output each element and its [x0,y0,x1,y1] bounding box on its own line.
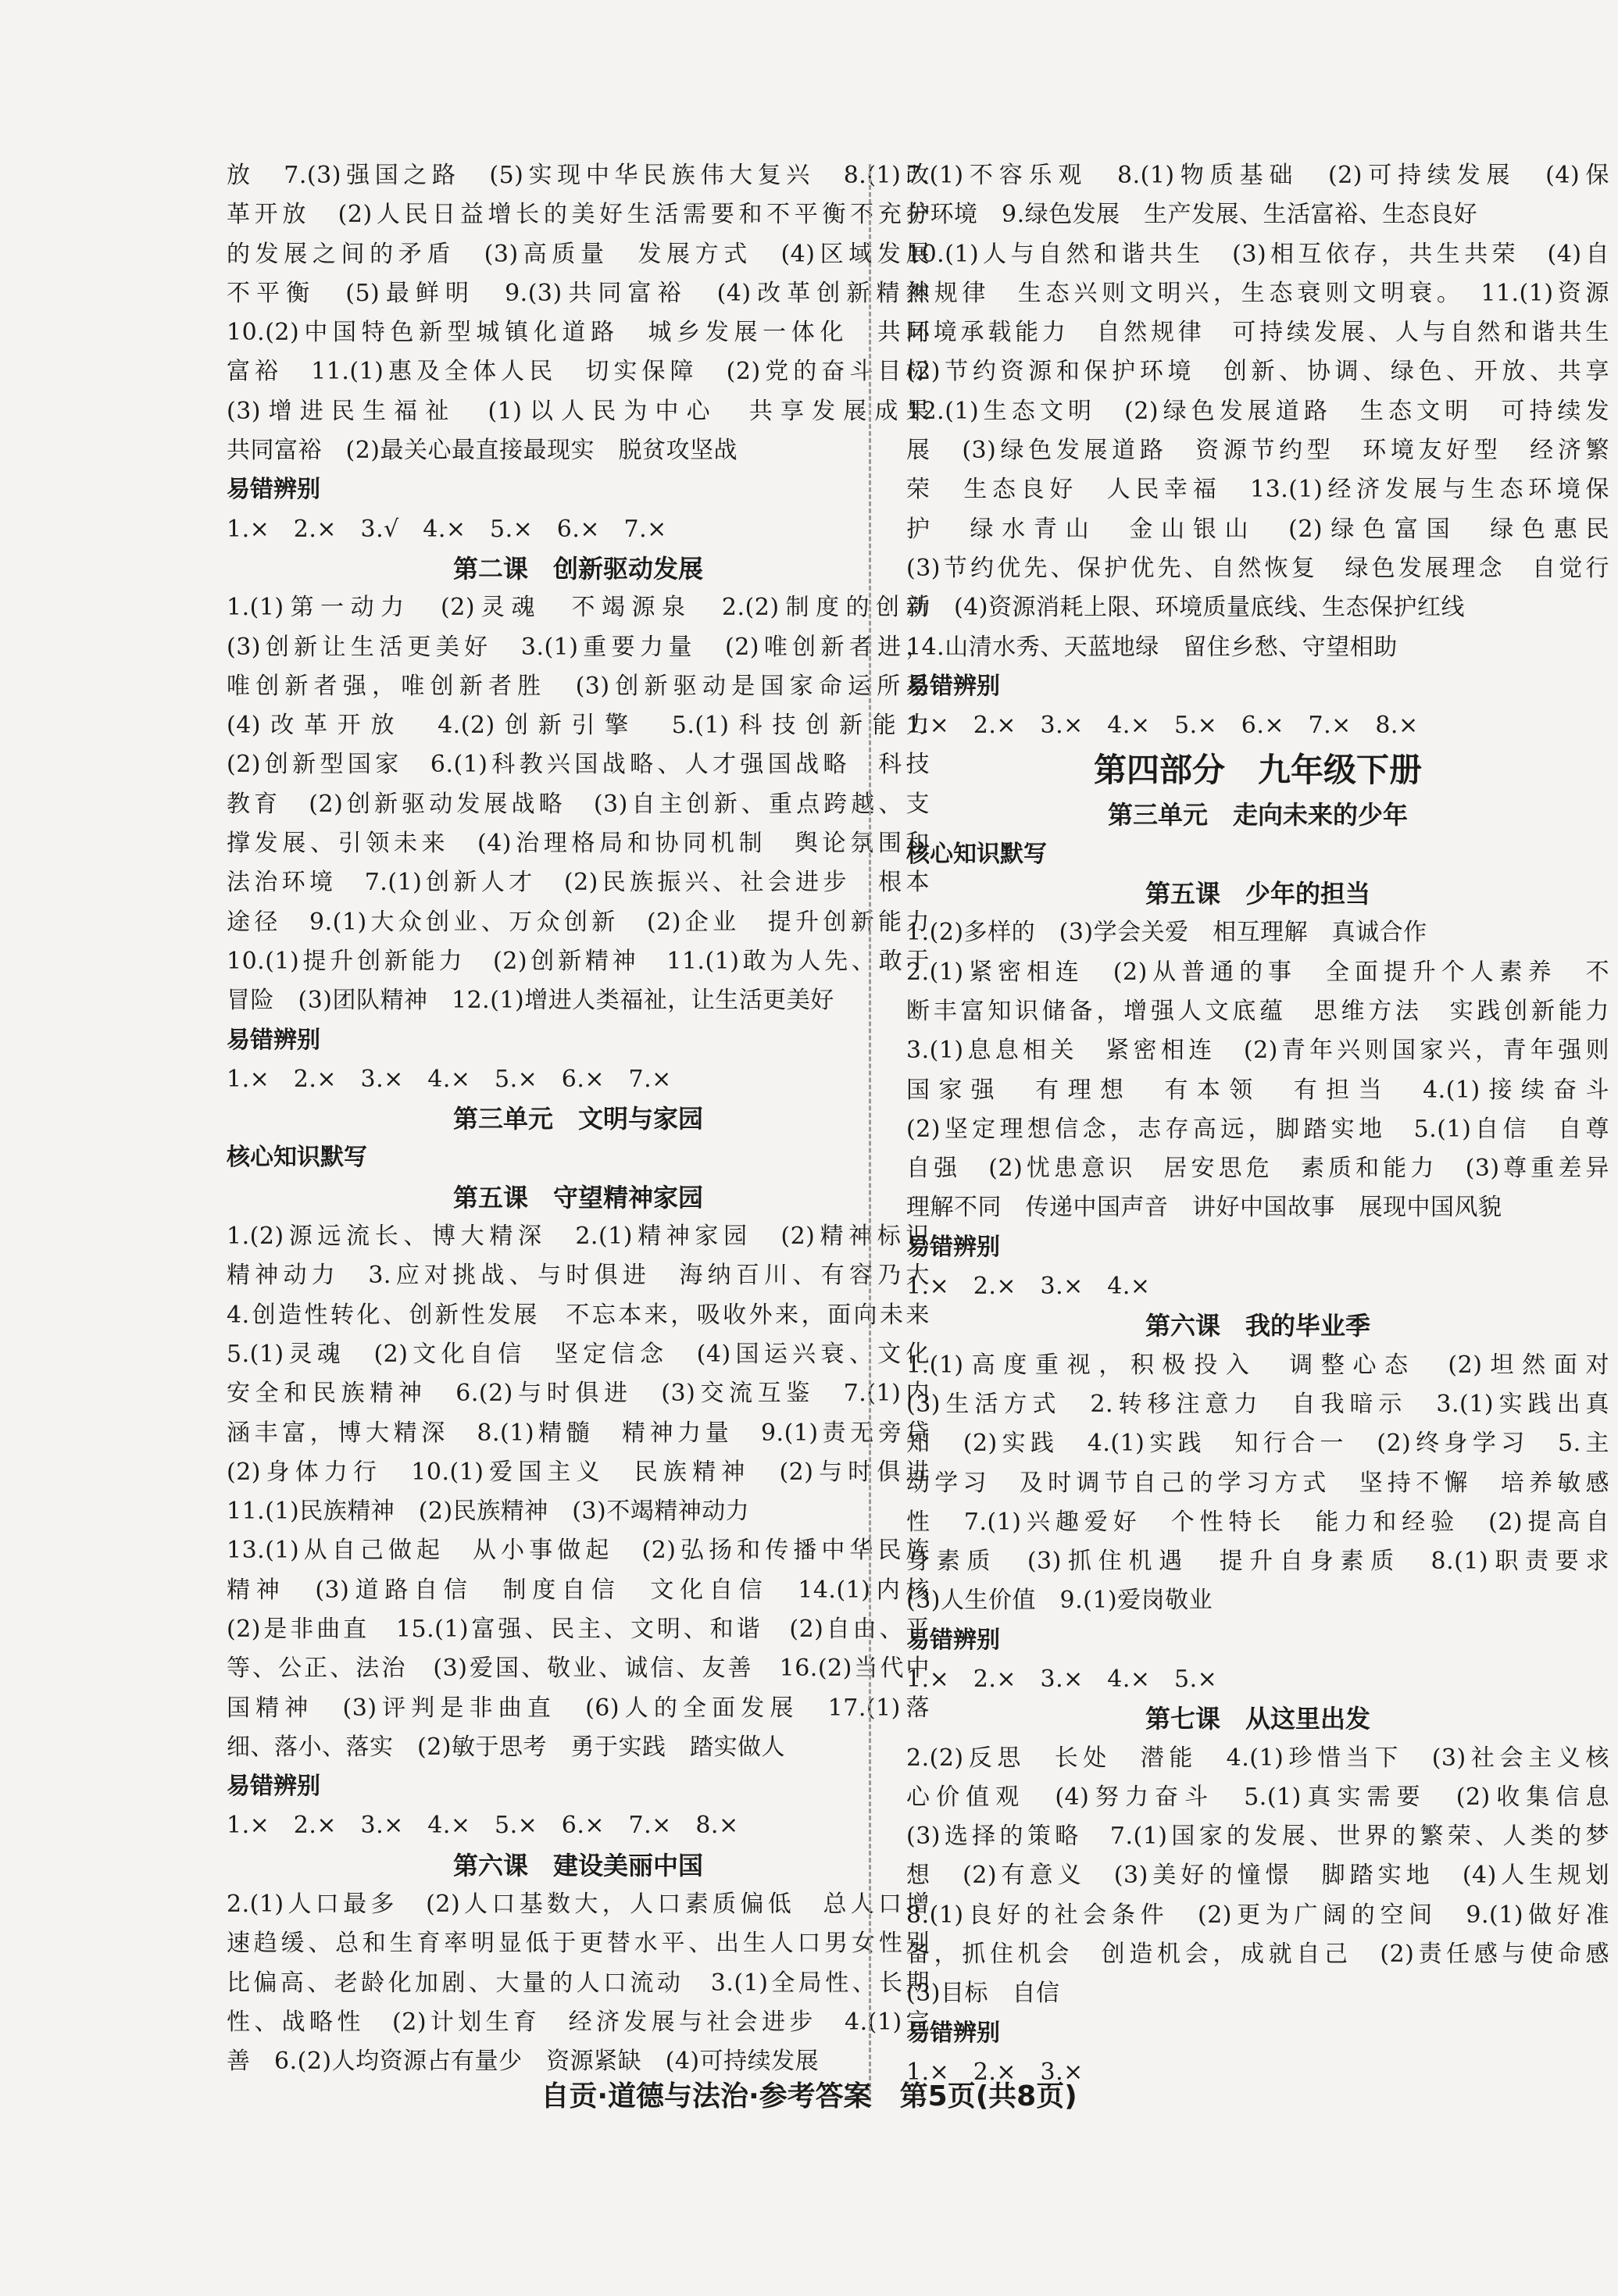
answer-line: 安全和民族精神 6.(2)与时俱进 (3)交流互鉴 7.(1)内 [227,1380,930,1408]
answer-line: 速趋缓、总和生育率明显低于更替水平、出生人口男女性别 [227,1930,930,1958]
answer-line: 13.(1)从自己做起 从小事做起 (2)弘扬和传播中华民族 [227,1537,930,1565]
left-column [227,156,930,2082]
lesson-heading: 第二课 创新驱动发展 [452,553,703,584]
answer-line: 3.(1)息息相关 紧密相连 (2)青年兴则国家兴，青年强则 [906,1037,1609,1065]
answer-line: 2.(1)人口最多 (2)人口基数大，人口素质偏低 总人口增 [227,1891,930,1919]
column-divider [869,164,871,2101]
section-label: 易错辨别 [906,1626,1000,1654]
section-label: 易错辨别 [227,476,320,504]
answer-line: 撑发展、引领未来 (4)治理格局和协同机制 舆论氛围和 [227,830,930,858]
section-label: 易错辨别 [906,672,1000,700]
answer-line: (2)创新型国家 6.(1)科教兴国战略、人才强国战略 科技 [227,751,930,779]
answer-line: 动学习 及时调节自己的学习方式 坚持不懈 培养敏感 [906,1469,1609,1497]
answer-line: 14.山清水秀、天蓝地绿 留住乡愁、守望相助 [906,633,1398,661]
answer-line: 10.(1)人与自然和谐共生 (3)相互依存，共生共荣 (4)自 [906,240,1609,268]
answer-line: 善 6.(2)人均资源占有量少 资源紧缺 (4)可持续发展 [227,2048,820,2076]
answer-line: 唯创新者强，唯创新者胜 (3)创新驱动是国家命运所系 [227,672,930,700]
answer-line: 等、公正、法治 (3)爱国、敬业、诚信、友善 16.(2)当代中 [227,1655,930,1683]
answer-line: 理解不同 传递中国声音 讲好中国故事 展现中国风貌 [906,1194,1502,1222]
answer-line: 8.(1)良好的社会条件 (2)更为广阔的空间 9.(1)做好准 [906,1901,1609,1929]
answer-line: 途径 9.(1)大众创业、万众创新 (2)企业 提升创新能力 [227,908,930,936]
answer-line: 革开放 (2)人民日益增长的美好生活需要和不平衡不充分 [227,201,930,229]
answer-line: 1.(2)多样的 (3)学会关爱 相互理解 真诚合作 [906,919,1427,947]
page-footer: 自贡·道德与法治·参考答案 第5页(共8页) [541,2080,1077,2112]
answer-line: 不平衡 (5)最鲜明 9.(3)共同富裕 (4)改革创新精神 [227,279,930,307]
answer-line: 细、落小、落实 (2)敏于思考 勇于实践 踏实做人 [227,1733,785,1761]
answer-line: 环境承载能力 自然规律 可持续发展、人与自然和谐共生 [906,319,1609,347]
answer-line: 知 (2)实践 4.(1)实践 知行合一 (2)终身学习 5.主 [906,1430,1609,1458]
answer-line: (3)增进民生福祉 (1)以人民为中心 共享发展成果 [227,397,930,425]
section-label: 核心知识默写 [227,1144,367,1172]
lesson-heading: 第三单元 文明与家园 [452,1104,703,1134]
answer-line: 1.× 2.× 3.× 4.× [906,1273,1151,1301]
part-heading: 第四部分 九年级下册 [1093,751,1422,790]
answer-line: (3)生活方式 2.转移注意力 自我暗示 3.(1)实践出真 [906,1390,1609,1418]
answer-line: 精神动力 3.应对挑战、与时俱进 海纳百川、有容乃大 [227,1262,930,1290]
answer-line: 11.(1)民族精神 (2)民族精神 (3)不竭精神动力 [227,1498,750,1526]
answer-line: 护环境 9.绿色发展 生产发展、生活富裕、生态良好 [906,201,1478,229]
answer-line: (3)人生价值 9.(1)爱岗敬业 [906,1587,1213,1615]
answer-line: 1.× 2.× 3.× [906,2058,1084,2086]
section-label: 核心知识默写 [906,840,1047,868]
answer-line: (3)创新让生活更美好 3.(1)重要力量 (2)唯创新者进， [227,633,930,661]
answer-line: 法治环境 7.(1)创新人才 (2)民族振兴、社会进步 根本 [227,869,930,897]
answer-line: (2)节约资源和保护环境 创新、协调、绿色、开放、共享 [906,358,1609,386]
answer-line: 动 (4)资源消耗上限、环境质量底线、生态保护红线 [906,594,1465,622]
answer-line: (2)是非曲直 15.(1)富强、民主、文明、和谐 (2)自由、平 [227,1615,930,1643]
lesson-heading: 第五课 守望精神家园 [452,1182,703,1212]
answer-line: 然规律 生态兴则文明兴，生态衰则文明衰。 11.(1)资源 [906,279,1609,307]
answer-line: 护 绿水青山 金山银山 (2)绿色富国 绿色惠民 [906,515,1609,543]
answer-line: 1.× 2.× 3.× 4.× 5.× 6.× 7.× [227,1065,672,1093]
answer-line: (2)坚定理想信念，志存高远，脚踏实地 5.(1)自信 自尊 [906,1115,1609,1143]
lesson-heading: 第六课 建设美丽中国 [452,1850,703,1880]
section-label: 易错辨别 [227,1773,320,1801]
lesson-heading: 第七课 从这里出发 [1145,1704,1370,1734]
answer-line: 1.(1)第一动力 (2)灵魂 不竭源泉 2.(2)制度的创新 [227,594,930,622]
answer-line: 性 7.(1)兴趣爱好 个性特长 能力和经验 (2)提高自 [906,1508,1609,1536]
section-label: 易错辨别 [906,2019,1000,2047]
answer-line: (3)目标 自信 [906,1980,1060,2008]
answer-line: 展 (3)绿色发展道路 资源节约型 环境友好型 经济繁 [906,437,1609,465]
lesson-heading: 第五课 少年的担当 [1145,879,1370,909]
answer-line: 1.× 2.× 3.× 4.× 5.× 6.× 7.× 8.× [906,712,1419,740]
answer-line: 1.(1)高度重视，积极投入 调整心态 (2)坦然面对 [906,1351,1609,1379]
answer-line: 身素质 (3)抓住机遇 提升自身素质 8.(1)职责要求 [906,1548,1609,1576]
answer-line: 7.(1)不容乐观 8.(1)物质基础 (2)可持续发展 (4)保 [906,162,1609,189]
answer-line: 国精神 (3)评判是非曲直 (6)人的全面发展 17.(1)落 [227,1694,930,1722]
answer-line: 精神 (3)道路自信 制度自信 文化自信 14.(1)内核 [227,1576,930,1604]
answer-line: 备，抓住机会 创造机会，成就自己 (2)责任感与使命感 [906,1941,1609,1969]
answer-line: 教育 (2)创新驱动发展战略 (3)自主创新、重点跨越、支 [227,790,930,818]
answer-line: 的发展之间的矛盾 (3)高质量 发展方式 (4)区域发展 [227,240,930,268]
right-column [906,156,1609,2092]
answer-line: 荣 生态良好 人民幸福 13.(1)经济发展与生态环境保 [906,476,1609,504]
answer-line: 12.(1)生态文明 (2)绿色发展道路 生态文明 可持续发 [906,397,1609,425]
lesson-heading: 第六课 我的毕业季 [1145,1311,1370,1341]
answer-line: 涵丰富，博大精深 8.(1)精髓 精神力量 9.(1)责无旁贷 [227,1419,930,1447]
answer-line: (3)选择的策略 7.(1)国家的发展、世界的繁荣、人类的梦 [906,1823,1609,1851]
answer-line: 10.(1)提升创新能力 (2)创新精神 11.(1)敢为人先、敢于 [227,947,930,975]
answer-line: 2.(1)紧密相连 (2)从普通的事 全面提升个人素养 不 [906,958,1609,986]
answer-line: 1.(2)源远流长、博大精深 2.(1)精神家园 (2)精神标识 [227,1223,930,1251]
answer-line: 国家强 有理想 有本领 有担当 4.(1)接续奋斗 [906,1076,1609,1104]
answer-line: (2)身体力行 10.(1)爱国主义 民族精神 (2)与时俱进 [227,1458,930,1486]
answer-line: 1.× 2.× 3.× 4.× 5.× 6.× 7.× 8.× [227,1812,739,1840]
answer-line: 断丰富知识储备，增强人文底蕴 思维方法 实践创新能力 [906,997,1609,1025]
answer-line: 心价值观 (4)努力奋斗 5.(1)真实需要 (2)收集信息 [906,1783,1609,1811]
lesson-heading: 第三单元 走向未来的少年 [1107,800,1408,830]
answer-line: 冒险 (3)团队精神 12.(1)增进人类福祉，让生活更美好 [227,987,834,1015]
answer-line: 自强 (2)忧患意识 居安思危 素质和能力 (3)尊重差异 [906,1155,1609,1183]
answer-line: 放 7.(3)强国之路 (5)实现中华民族伟大复兴 8.(1)改 [227,162,930,189]
answer-line: 比偏高、老龄化加剧、大量的人口流动 3.(1)全局性、长期 [227,1969,930,1997]
answer-line: (4)改革开放 4.(2)创新引擎 5.(1)科技创新能力 [227,712,930,740]
answer-line: 4.创造性转化、创新性发展 不忘本来，吸收外来，面向未来 [227,1301,930,1329]
section-label: 易错辨别 [906,1233,1000,1261]
answer-line: 共同富裕 (2)最关心最直接最现实 脱贫攻坚战 [227,437,738,465]
answer-line: 富裕 11.(1)惠及全体人民 切实保障 (2)党的奋斗目标 [227,358,930,386]
answer-line: 1.× 2.× 3.√ 4.× 5.× 6.× 7.× [227,515,667,543]
answer-line: (3)节约优先、保护优先、自然恢复 绿色发展理念 自觉行 [906,554,1609,582]
answer-line: 1.× 2.× 3.× 4.× 5.× [906,1665,1218,1693]
section-label: 易错辨别 [227,1026,320,1054]
answer-line: 性、战略性 (2)计划生育 经济发展与社会进步 4.(1)完 [227,2008,930,2036]
answer-line: 10.(2)中国特色新型城镇化道路 城乡发展一体化 共同 [227,319,930,347]
answer-line: 2.(2)反思 长处 潜能 4.(1)珍惜当下 (3)社会主义核 [906,1744,1609,1772]
answer-line: 想 (2)有意义 (3)美好的憧憬 脚踏实地 (4)人生规划 [906,1862,1609,1890]
answer-line: 5.(1)灵魂 (2)文化自信 坚定信念 (4)国运兴衰、文化 [227,1340,930,1368]
